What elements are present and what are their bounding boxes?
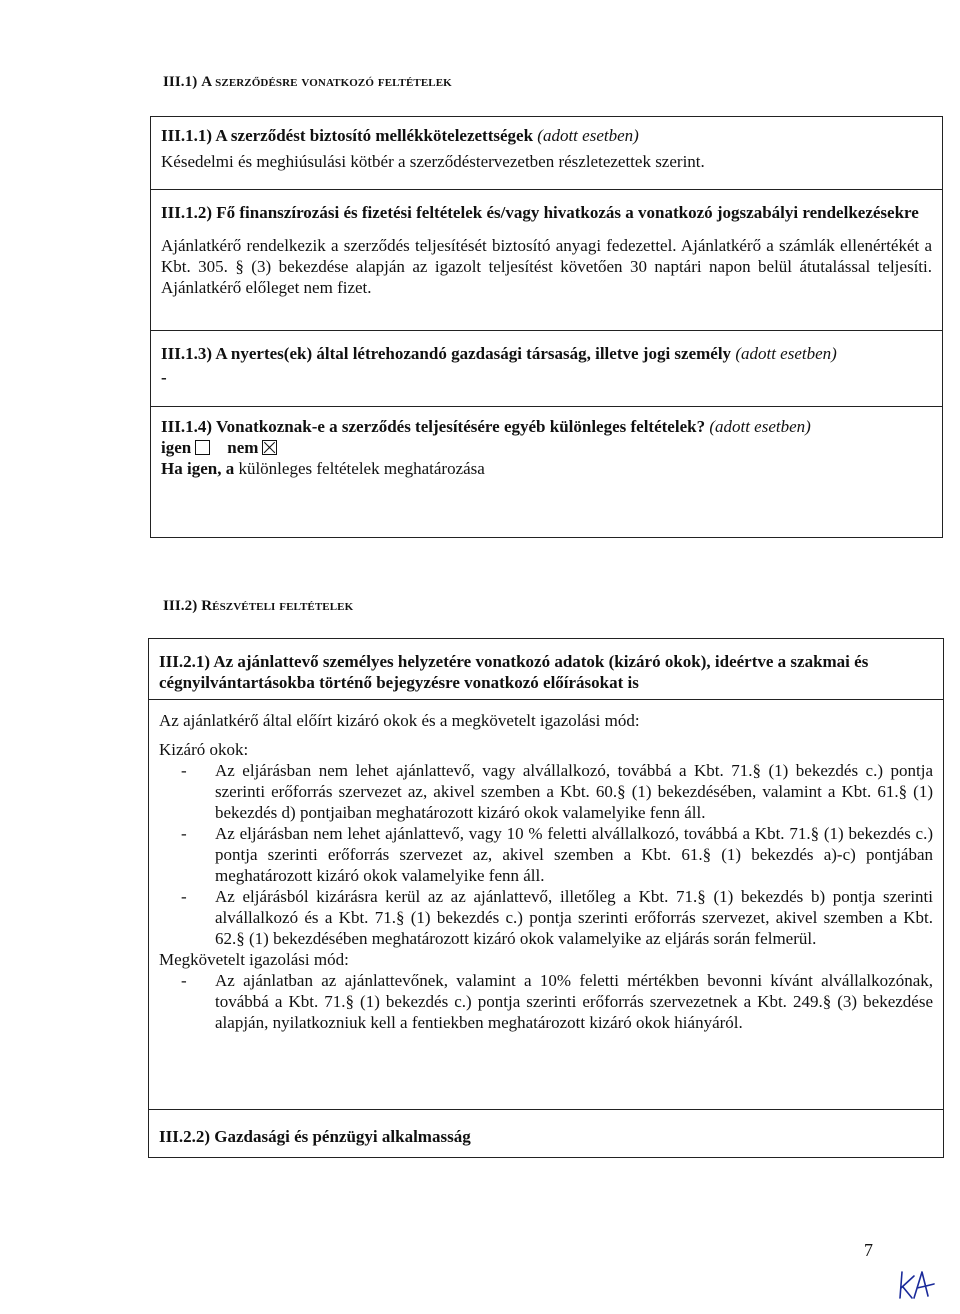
section-number: III.1) <box>163 74 198 90</box>
if-yes-bold: Ha igen, a <box>161 459 235 478</box>
subsection-heading: III.1.2) Fő finanszírozási és fizetési feltételek és/vagy hivatkozás a vonatkozó jogszabályi rendelkezésekre <box>161 203 919 222</box>
proof-list <box>159 970 933 1033</box>
list-item: - Az ajánlatban az ajánlattevőnek, valamint a 10% feletti mértékben bevonni kívánt alvállalkozónak, továbbá a Kbt. 71.§ (1) bekezdés c.) pontja szerinti erőforrás szervezetnek a Kbt. 249.§ (3) bekezdése alapján, nyilatkozniuk kell a fentiekben meghatározott kizáró okok hiányáról. <box>159 970 933 1033</box>
heading-text: A szerződést biztosító mellékkötelezettségek <box>215 126 534 145</box>
subsection-iii-2-2 <box>149 1126 943 1147</box>
yes-label: igen <box>161 438 192 457</box>
subsection-heading <box>161 125 932 146</box>
participation-conditions-box <box>148 638 944 1158</box>
if-yes-line <box>161 458 932 479</box>
divider <box>151 189 942 190</box>
section-title-iii-2 <box>163 598 353 615</box>
section-title-text: A szerződésre vonatkozó feltételek <box>201 74 452 90</box>
subsection-heading <box>161 416 932 437</box>
divider <box>151 406 942 407</box>
exclusion-label: Kizáró okok: <box>159 740 249 759</box>
list-item: - Az eljárásból kizárásra kerül az az ajánlattevő, illetőleg a Kbt. 71.§ (1) bekezdés b) pontja szerinti alvállalkozó és a Kbt. 71.§ (1) bekezdés c.) pontja szerinti erőforrás szervezet, akivel szemben a Kbt. 62.§ (1) bekezdésében meghatározott kizáró okok valamelyike az eljárás során felmerül. <box>159 886 933 949</box>
subsection-iii-1-3 <box>151 343 942 388</box>
section-number: III.2) <box>163 598 198 614</box>
heading-number: III.1.1) <box>161 126 213 145</box>
subsection-iii-2-1-body <box>149 710 943 1033</box>
subsection-heading: III.2.1) Az ajánlattevő személyes helyzetére vonatkozó adatok (kizáró okok), ideértve a szakmai és cégnyilvántartásokba történő bejegyzésre vonatkozó előírásokat is <box>159 652 869 692</box>
subsection-heading: III.2.2) Gazdasági és pénzügyi alkalmasság <box>159 1127 471 1146</box>
subsection-iii-1-4 <box>151 416 942 479</box>
subsection-iii-2-1-heading <box>149 651 943 693</box>
no-checkbox[interactable] <box>262 440 277 455</box>
page-number: 7 <box>864 1240 873 1260</box>
list-item: - Az eljárásban nem lehet ajánlattevő, vagy alvállalkozó, továbbá a Kbt. 71.§ (1) bekezdés c.) pontja szerinti erőforrás szervezet az, akivel szemben a Kbt. 60.§ (1) bekezdésében, valamint a Kbt. 61.§ (1) bekezdés d) pontjaiban meghatározott kizáró okok valamelyike fenn áll. <box>159 760 933 823</box>
divider <box>149 1109 943 1110</box>
section-title-iii-1 <box>163 74 452 91</box>
proof-label: Megkövetelt igazolási mód: <box>159 950 349 969</box>
subsection-iii-1-1 <box>151 125 942 172</box>
yes-no-choice <box>161 437 932 458</box>
subsection-heading <box>161 343 932 364</box>
exclusion-list <box>159 760 933 949</box>
subsection-iii-1-2 <box>151 202 942 298</box>
contract-conditions-box <box>150 116 943 538</box>
heading-text: III.1.4) Vonatkoznak-e a szerződés teljesítésére egyéb különleges feltételek? <box>161 417 706 436</box>
section-title-text: Részvételi feltételek <box>201 598 354 614</box>
heading-note: (adott esetben) <box>735 344 837 363</box>
subsection-body: Ajánlatkérő rendelkezik a szerződés teljesítését biztosító anyagi fedezettel. Ajánlatkérő a számlák ellenértékét a Kbt. 305. § (3) bekezdése alapján az igazolt teljesítést követően 30 naptári napon belül átutalással teljesíti. Ajánlatkérő előleget nem fizet. <box>161 236 932 297</box>
intro-text: Az ajánlatkérő által előírt kizáró okok és a megkövetelt igazolási mód: <box>159 711 640 730</box>
if-yes-text: különleges feltételek meghatározása <box>238 459 485 478</box>
heading-note: (adott esetben) <box>709 417 811 436</box>
subsection-body: - <box>161 368 167 387</box>
handwritten-initials <box>896 1268 936 1302</box>
heading-note: (adott esetben) <box>537 126 639 145</box>
heading-text: III.1.3) A nyertes(ek) által létrehozandó gazdasági társaság, illetve jogi személy <box>161 344 732 363</box>
subsection-body: Késedelmi és meghiúsulási kötbér a szerződéstervezetben részletezettek szerint. <box>161 152 705 171</box>
divider <box>151 330 942 331</box>
divider <box>149 699 943 700</box>
yes-checkbox[interactable] <box>195 440 210 455</box>
no-label: nem <box>227 438 259 457</box>
list-item: - Az eljárásban nem lehet ajánlattevő, vagy 10 % feletti alvállalkozó, továbbá a Kbt. 71.§ (1) bekezdés c.) pontja szerinti erőforrás szervezet az, akivel szemben a Kbt. 61.§ (1) bekezdés a)-c) pontjában meghatározott kizáró okok valamelyike fenn áll. <box>159 823 933 886</box>
